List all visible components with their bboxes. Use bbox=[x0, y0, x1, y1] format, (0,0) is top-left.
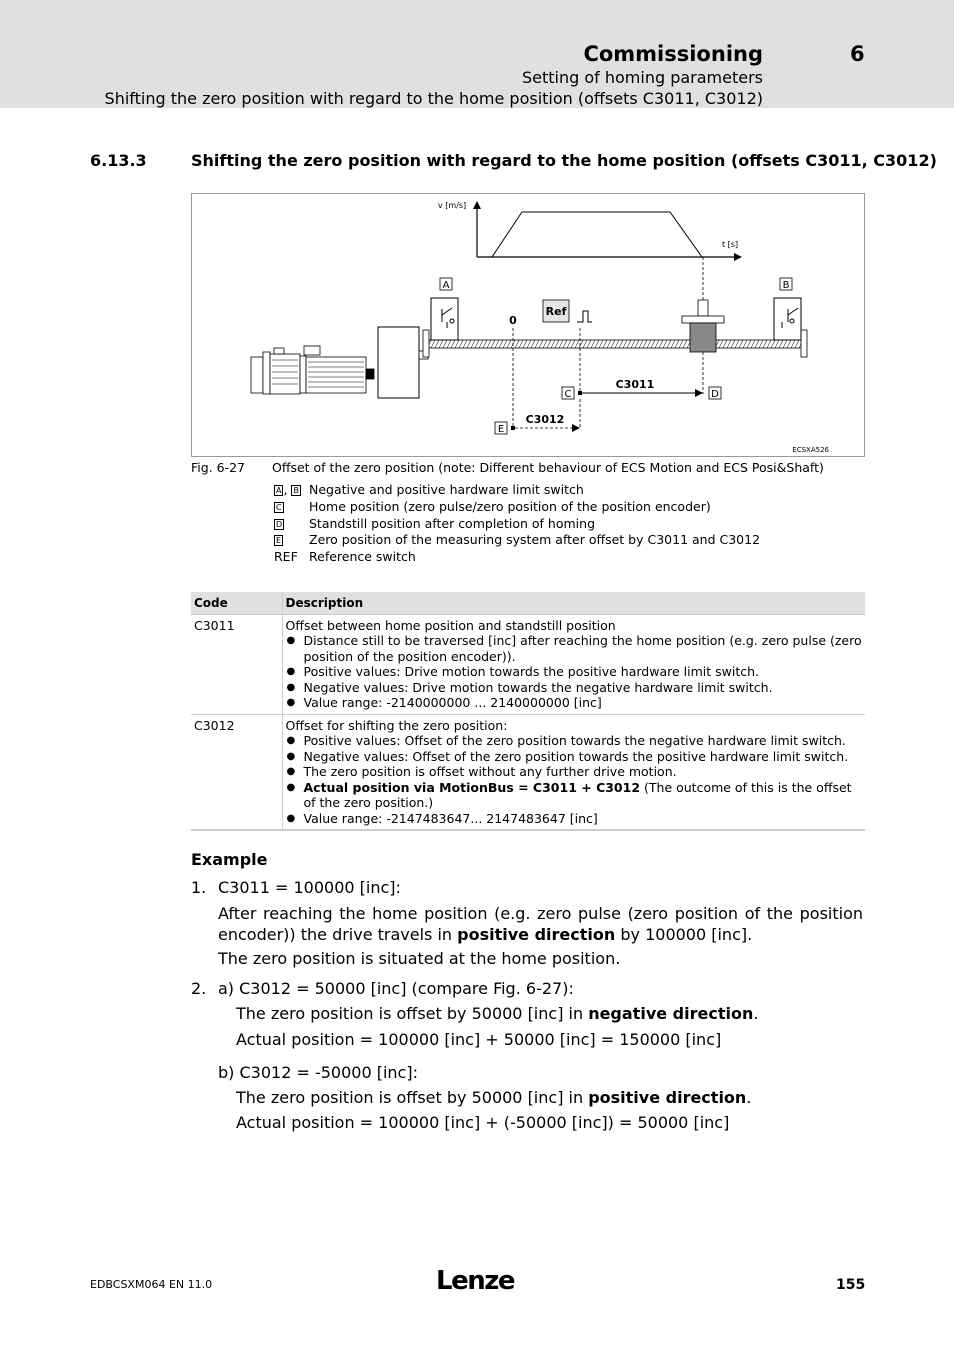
code-cell: C3012 bbox=[191, 714, 282, 830]
step-number: 2. bbox=[191, 979, 207, 998]
gearbox bbox=[378, 327, 419, 398]
chapter-number: 6 bbox=[850, 42, 865, 66]
step-text: After reaching the home position (e.g. zero pulse (zero position of the position encoder)) the drive travels in positive direction by 100000 [inc]. bbox=[218, 904, 863, 944]
col-desc-header: Description bbox=[282, 592, 865, 614]
figure bbox=[191, 193, 865, 457]
limit-switch-b bbox=[774, 298, 801, 340]
figure-number: Fig. 6-27 bbox=[191, 460, 246, 475]
step-text: The zero position is offset by 50000 [inc] in positive direction. bbox=[236, 1088, 752, 1107]
limit-switch-a bbox=[431, 298, 458, 340]
lenze-logo bbox=[436, 1265, 516, 1295]
table-row bbox=[191, 714, 865, 830]
section-title: Shifting the zero position with regard to the home position (offsets C3011, C3012) bbox=[191, 151, 937, 170]
step-title: C3011 = 100000 [inc]: bbox=[218, 878, 401, 897]
ref-label: Ref bbox=[545, 305, 567, 318]
figure-code: ECSXA526 bbox=[792, 446, 829, 454]
step-title: a) C3012 = 50000 [inc] (compare Fig. 6-27): bbox=[218, 979, 574, 998]
doc-id: EDBCSXM064 EN 11.0 bbox=[90, 1278, 213, 1291]
step-text: The zero position is situated at the home position. bbox=[218, 949, 621, 968]
header-subtitle: Setting of homing parameters bbox=[521, 68, 763, 87]
step-number: 1. bbox=[191, 878, 207, 897]
label-e: E bbox=[497, 424, 505, 435]
spindle bbox=[428, 340, 802, 348]
label-a: A bbox=[442, 280, 450, 291]
step-text: Actual position = 100000 [inc] + 50000 [inc] = 150000 [inc] bbox=[236, 1030, 722, 1049]
motor bbox=[251, 346, 374, 394]
step-title: b) C3012 = -50000 [inc]: bbox=[218, 1063, 418, 1082]
header-subtitle-2: Shifting the zero position with regard to the home position (offsets C3011, C3012) bbox=[104, 89, 763, 108]
figure-caption: Offset of the zero position (note: Different behaviour of ECS Motion and ECS Posi&Shaft) bbox=[272, 460, 824, 475]
v-axis-label: v [m/s] bbox=[438, 201, 467, 210]
page-number: 155 bbox=[836, 1277, 866, 1293]
c3011-label: C3011 bbox=[615, 378, 655, 391]
velocity-profile bbox=[438, 201, 742, 261]
code-table bbox=[191, 592, 865, 831]
svg-text:Lenze: Lenze bbox=[436, 1266, 514, 1295]
desc-cell: Offset between home position and standstill position ● Distance still to be traversed [inc] after reaching the home position (e.g. zero pulse (zero position of the position encoder)). ● Positive values: Drive motion towards the positive hardware limit switch. ● Negative values: Drive motion towards the negative hardware limit switch. ● Value range: -2140000000 ... 2140000000 [inc] bbox=[282, 614, 865, 714]
col-code-header: Code bbox=[191, 592, 282, 614]
label-b: B bbox=[782, 280, 790, 291]
example-heading: Example bbox=[191, 850, 268, 869]
t-axis-label: t [s] bbox=[722, 240, 739, 249]
c3012-label: C3012 bbox=[525, 413, 565, 426]
step-text: Actual position = 100000 [inc] + (-50000 [inc]) = 50000 [inc] bbox=[236, 1113, 730, 1132]
desc-cell: Offset for shifting the zero position: ● Positive values: Offset of the zero position towards the negative hardware limit switch. ● Negative values: Offset of the zero position towards the positive hardware limit switch. ● The zero position is offset without any further drive motion. ● Actual position via MotionBus = C3011 + C3012 (The outcome of this is the offset of the zero position.) ● Value range: -2147483647... 2147483647 [inc] bbox=[282, 714, 865, 830]
label-c: C bbox=[564, 389, 572, 400]
step-text: The zero position is offset by 50000 [inc] in negative direction. bbox=[236, 1004, 759, 1023]
section-number: 6.13.3 bbox=[90, 151, 147, 170]
zero-label: 0 bbox=[509, 314, 517, 327]
table-row bbox=[191, 614, 865, 714]
figure-diagram bbox=[192, 194, 866, 458]
table-header bbox=[191, 592, 865, 614]
code-cell: C3011 bbox=[191, 614, 282, 714]
header-title: Commissioning bbox=[583, 42, 763, 66]
label-d: D bbox=[711, 389, 719, 400]
